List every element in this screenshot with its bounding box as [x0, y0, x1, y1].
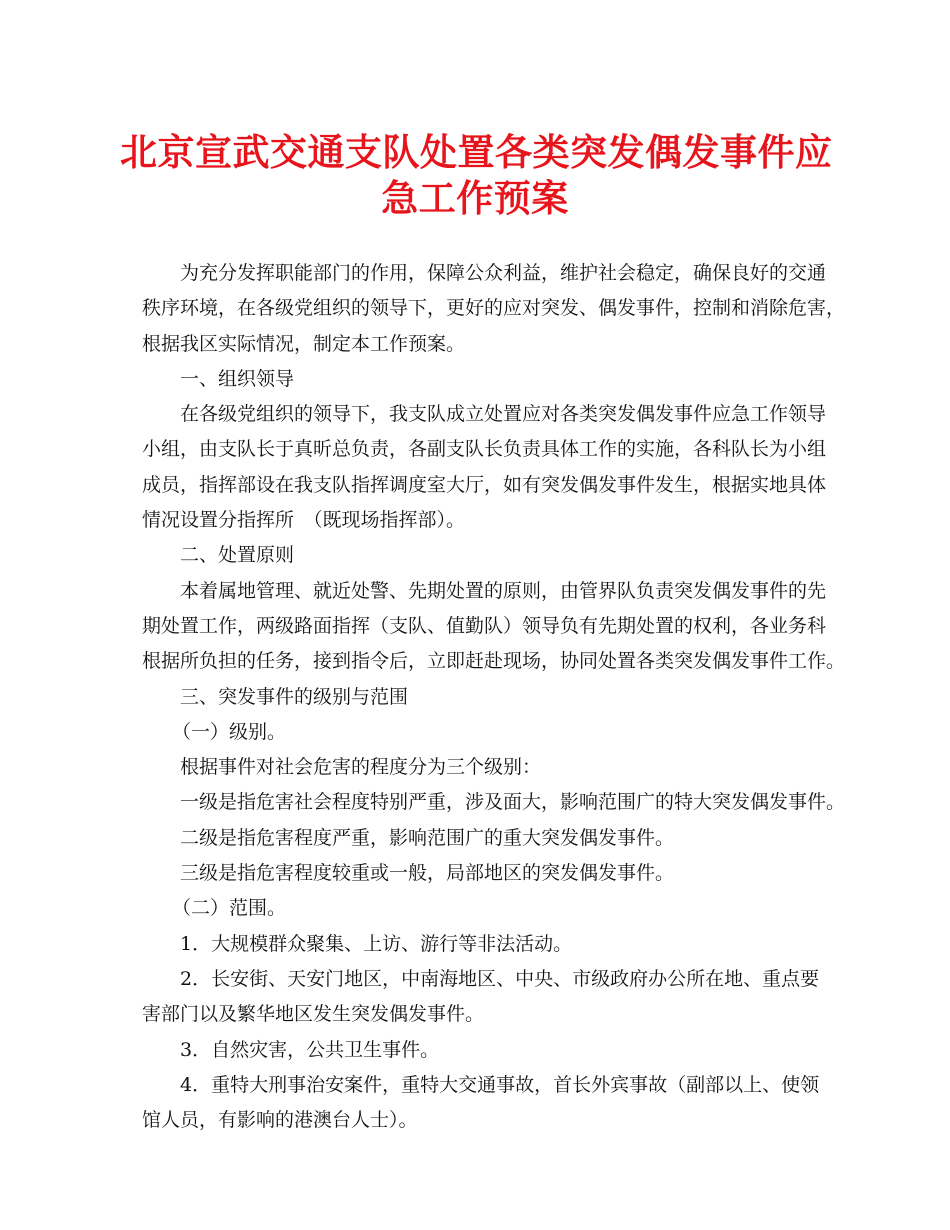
scope-item-line: 2．长安街、天安门地区，中南海地区、中央、市级政府办公所在地、重点要	[180, 967, 820, 990]
section-heading-levels-scope: 三、突发事件的级别与范围	[180, 685, 409, 708]
subsection-heading-levels: （一）级别。	[172, 720, 287, 743]
scope-item-line: 馆人员，有影响的港澳台人士）。	[142, 1109, 418, 1132]
intro-paragraph-line: 为充分发挥职能部门的作用，保障公众利益，维护社会稳定，确保良好的交通	[180, 262, 827, 284]
principles-paragraph-line: 本着属地管理、就近处警、先期处置的原则，由管界队负责突发偶发事件的先	[180, 579, 827, 602]
document-title-line-1: 北京宣武交通支队处置各类突发偶发事件应	[120, 130, 833, 174]
level-two-line: 二级是指危害程度严重，影响范围广的重大突发偶发事件。	[180, 826, 675, 849]
document-title-line-2: 急工作预案	[381, 176, 569, 220]
organization-paragraph-line: 小组，由支队长于真昕总负责，各副支队长负责具体工作的实施，各科队长为小组	[142, 438, 827, 461]
section-heading-principles: 二、处置原则	[180, 544, 295, 567]
organization-paragraph-line: 成员，指挥部设在我支队指挥调度室大厅，如有突发偶发事件发生，根据实地具体	[142, 473, 827, 496]
section-heading-organization: 一、组织领导	[180, 367, 295, 390]
level-one-line: 一级是指危害社会程度特别严重，涉及面大，影响范围广的特大突发偶发事件。	[180, 791, 846, 814]
intro-paragraph-line: 根据我区实际情况，制定本工作预案。	[142, 332, 466, 355]
document-body	[142, 256, 846, 1138]
principles-paragraph-line: 期处置工作，两级路面指挥（支队、值勤队）领导负有先期处置的权利，各业务科	[142, 614, 827, 637]
level-three-line: 三级是指危害程度较重或一般，局部地区的突发偶发事件。	[180, 862, 675, 885]
levels-intro-line: 根据事件对社会危害的程度分为三个级别：	[180, 756, 542, 779]
organization-paragraph-line: 在各级党组织的领导下，我支队成立处置应对各类突发偶发事件应急工作领导	[180, 403, 827, 426]
scope-item-line: 4．重特大刑事治安案件，重特大交通事故，首长外宾事故（副部以上、使领	[180, 1073, 820, 1096]
scope-item-line: 害部门以及繁华地区发生突发偶发事件。	[142, 1003, 485, 1026]
principles-paragraph-line: 根据所负担的任务，接到指令后，立即赶赴现场，协同处置各类突发偶发事件工作。	[142, 650, 846, 673]
scope-item-line: 3．自然灾害，公共卫生事件。	[180, 1038, 440, 1061]
organization-paragraph-line: 情况设置分指挥所 （既现场指挥部）。	[142, 509, 466, 532]
subsection-heading-scope: （二）范围。	[172, 897, 287, 920]
intro-paragraph-line: 秩序环境，在各级党组织的领导下，更好的应对突发、偶发事件，控制和消除危害，	[142, 297, 846, 320]
scope-item-line: 1．大规模群众聚集、上访、游行等非法活动。	[180, 932, 573, 955]
